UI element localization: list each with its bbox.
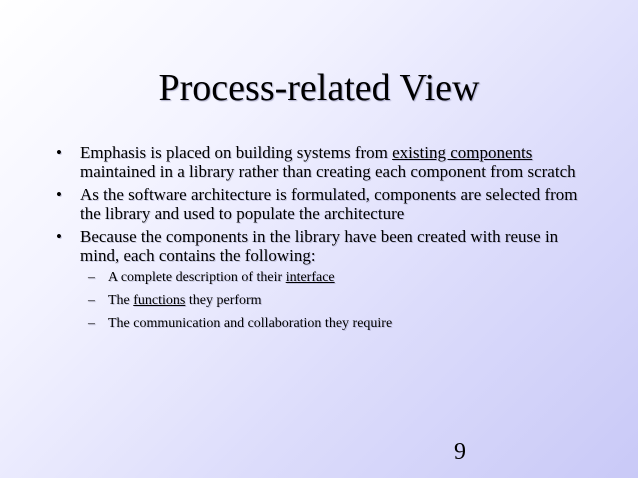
bullet-text: As the software architecture is formulated, components are selected from the library and used to populate the architecture — [80, 185, 578, 223]
bullet-text: Emphasis is placed on building systems from — [80, 143, 393, 162]
dash-icon: – — [88, 270, 95, 285]
bullet-list — [56, 143, 601, 338]
interface-link[interactable]: interface — [285, 270, 335, 285]
sub-bullet-item — [88, 292, 601, 309]
sub-bullet-text: The — [108, 293, 134, 308]
bullet-icon: • — [56, 143, 62, 162]
sub-bullet-text: they perform — [185, 293, 262, 308]
existing-components-link[interactable]: existing components — [392, 143, 533, 162]
bullet-item — [56, 185, 601, 223]
slide-title: Process-related View — [158, 67, 480, 109]
bullet-item — [56, 143, 601, 181]
bullet-item — [56, 227, 601, 265]
sub-bullet-item — [88, 269, 601, 286]
dash-icon: – — [88, 316, 95, 331]
dash-icon: – — [88, 293, 95, 308]
functions-link[interactable]: functions — [133, 293, 186, 308]
bullet-text: maintained in a library rather than creating each component from scratch — [80, 162, 576, 181]
bullet-icon: • — [56, 227, 62, 246]
sub-bullet-item — [88, 315, 601, 332]
bullet-icon: • — [56, 185, 62, 204]
bullet-text: Because the components in the library have been created with reuse in mind, each contains the following: — [80, 227, 559, 265]
page-number: 9 — [454, 439, 466, 465]
sub-bullet-text: The communication and collaboration they require — [108, 316, 393, 331]
sub-bullet-text: A complete description of their — [108, 270, 286, 285]
